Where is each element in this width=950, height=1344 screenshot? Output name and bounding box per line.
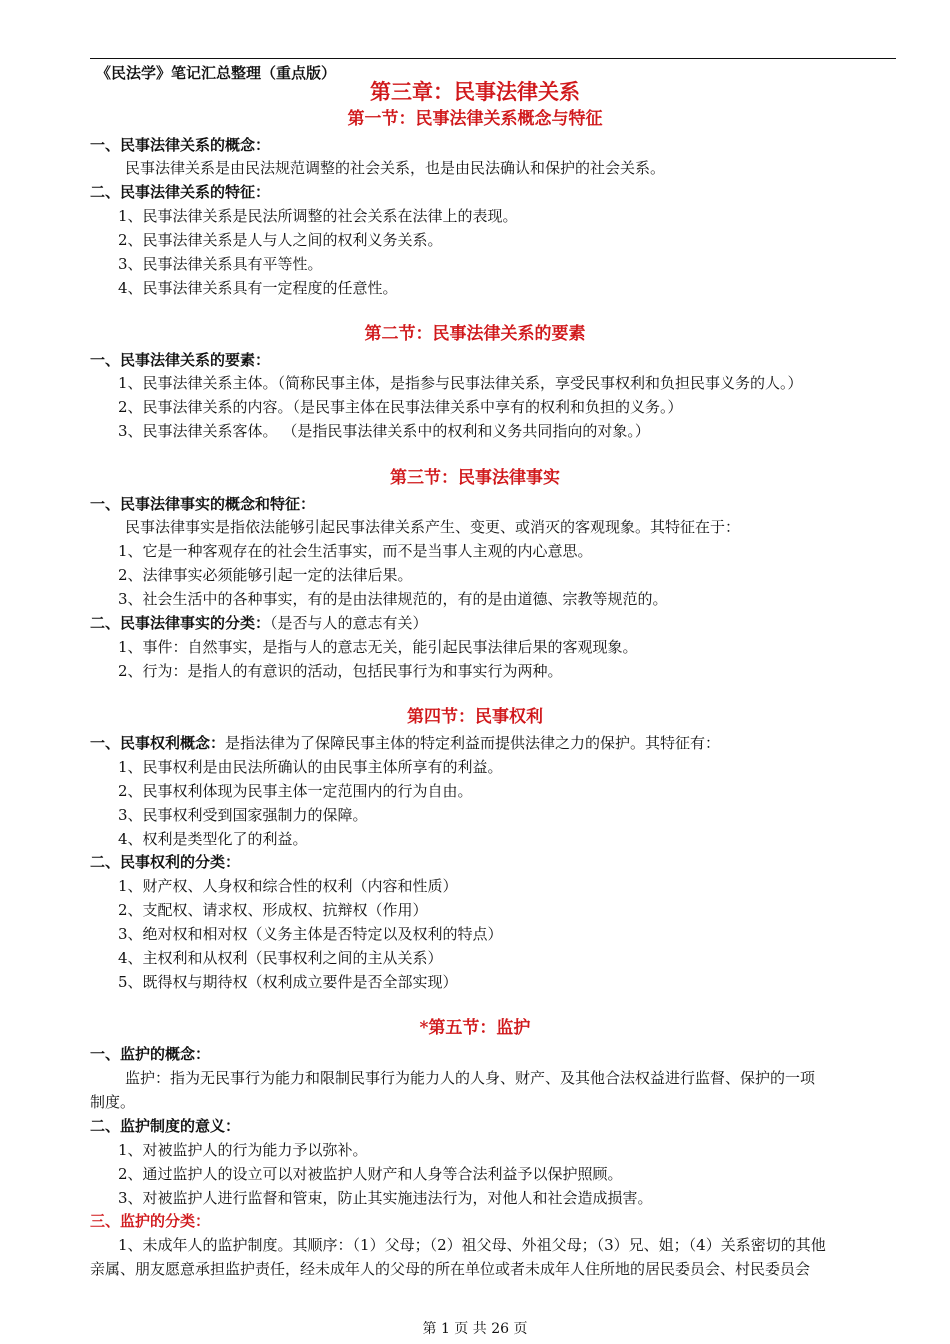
list-item: 4、民事法律关系具有一定程度的任意性。 bbox=[118, 279, 398, 297]
list-item: 1、事件：自然事实，是指与人的意志无关，能引起民事法律后果的客观现象。 bbox=[118, 638, 638, 656]
list-item: 1、民事法律关系是民法所调整的社会关系在法律上的表现。 bbox=[118, 207, 518, 225]
s4-heading-1-line bbox=[90, 733, 720, 753]
list-item: 1、民事权利是由民法所确认的由民事主体所享有的利益。 bbox=[118, 758, 503, 776]
header-rule bbox=[90, 58, 896, 59]
list-item: 1、它是一种客观存在的社会生活事实，而不是当事人主观的内心意思。 bbox=[118, 542, 593, 560]
list-item: 5、既得权与期待权（权利成立要件是否全部实现） bbox=[118, 973, 458, 991]
s4-heading-1: 一、民事权利概念： bbox=[90, 734, 226, 752]
s5-heading-3: 三、监护的分类： bbox=[90, 1212, 211, 1230]
section-4-title: 第四节：民事权利 bbox=[407, 707, 543, 727]
list-item: 3、绝对权和相对权（义务主体是否特定以及权利的特点） bbox=[118, 925, 503, 943]
list-item: 2、法律事实必须能够引起一定的法律后果。 bbox=[118, 566, 413, 584]
s3-heading-2: 二、民事法律事实的分类： bbox=[90, 614, 271, 632]
s5-paragraph-1b: 制度。 bbox=[90, 1093, 136, 1111]
document-header: 《民法学》笔记汇总整理（重点版） bbox=[96, 64, 337, 82]
s4-heading-2: 二、民事权利的分类： bbox=[90, 853, 241, 871]
list-item: 2、行为：是指人的有意识的活动，包括民事行为和事实行为两种。 bbox=[118, 662, 563, 680]
s3-paragraph-1: 民事法律事实是指依法能够引起民事法律关系产生、变更、或消灭的客观现象。其特征在于： bbox=[125, 518, 741, 536]
s5-paragraph-3a: 1、未成年人的监护制度。其顺序：（1）父母；（2）祖父母、外祖父母；（3）兄、姐；（4）关系密切的其他 bbox=[118, 1236, 826, 1254]
section-3-title: 第三节：民事法律事实 bbox=[390, 468, 560, 488]
s5-paragraph-1a: 监护：指为无民事行为能力和限制民事行为能力人的人身、财产、及其他合法权益进行监督、保护的一项 bbox=[125, 1069, 816, 1087]
list-item: 4、主权利和从权利（民事权利之间的主从关系） bbox=[118, 949, 443, 967]
s4-heading-1-text: 是指法律为了保障民事主体的特定利益而提供法律之力的保护。其特征有： bbox=[225, 734, 721, 752]
list-item: 2、通过监护人的设立可以对被监护人财产和人身等合法利益予以保护照顾。 bbox=[118, 1165, 623, 1183]
list-item: 3、民事法律关系客体。 （是指民事法律关系中的权利和义务共同指向的对象。） bbox=[118, 422, 650, 440]
list-item: 1、财产权、人身权和综合性的权利（内容和性质） bbox=[118, 877, 458, 895]
section-1-title: 第一节：民事法律关系概念与特征 bbox=[347, 109, 603, 129]
s1-heading-1: 一、民事法律关系的概念： bbox=[90, 136, 271, 154]
s5-heading-2: 二、监护制度的意义： bbox=[90, 1117, 241, 1135]
s3-heading-2-note: （是否与人的意志有关） bbox=[270, 614, 428, 632]
list-item: 3、民事法律关系具有平等性。 bbox=[118, 255, 323, 273]
list-item: 1、民事法律关系主体。（简称民事主体，是指参与民事法律关系，享受民事权利和负担民事义务的人。） bbox=[118, 374, 803, 392]
s5-heading-1: 一、监护的概念： bbox=[90, 1045, 211, 1063]
s1-paragraph-1: 民事法律关系是由民法规范调整的社会关系，也是由民法确认和保护的社会关系。 bbox=[125, 159, 666, 177]
list-item: 2、民事权利体现为民事主体一定范围内的行为自由。 bbox=[118, 782, 473, 800]
s1-heading-2: 二、民事法律关系的特征： bbox=[90, 183, 271, 201]
list-item: 3、民事权利受到国家强制力的保障。 bbox=[118, 806, 368, 824]
s3-heading-1: 一、民事法律事实的概念和特征： bbox=[90, 495, 316, 513]
list-item: 4、权利是类型化了的利益。 bbox=[118, 830, 308, 848]
s2-heading-1: 一、民事法律关系的要素： bbox=[90, 351, 271, 369]
list-item: 3、社会生活中的各种事实，有的是由法律规范的，有的是由道德、宗教等规范的。 bbox=[118, 590, 668, 608]
section-5-title: *第五节：监护 bbox=[419, 1018, 531, 1038]
list-item: 2、民事法律关系的内容。（是民事主体在民事法律关系中享有的权利和负担的义务。） bbox=[118, 398, 683, 416]
list-item: 2、支配权、请求权、形成权、抗辩权（作用） bbox=[118, 901, 428, 919]
list-item: 2、民事法律关系是人与人之间的权利义务关系。 bbox=[118, 231, 443, 249]
list-item: 3、对被监护人进行监督和管束，防止其实施违法行为，对他人和社会造成损害。 bbox=[118, 1189, 653, 1207]
s3-heading-2-line bbox=[90, 613, 428, 633]
s5-paragraph-3b: 亲属、朋友愿意承担监护责任，经未成年人的父母的所在单位或者未成年人住所地的居民委员会、村民委员会 bbox=[90, 1260, 811, 1278]
section-2-title: 第二节：民事法律关系的要素 bbox=[364, 324, 586, 344]
list-item: 1、对被监护人的行为能力予以弥补。 bbox=[118, 1141, 368, 1159]
chapter-title: 第三章：民事法律关系 bbox=[370, 79, 580, 104]
page-footer: 第 1 页 共 26 页 bbox=[422, 1321, 528, 1337]
